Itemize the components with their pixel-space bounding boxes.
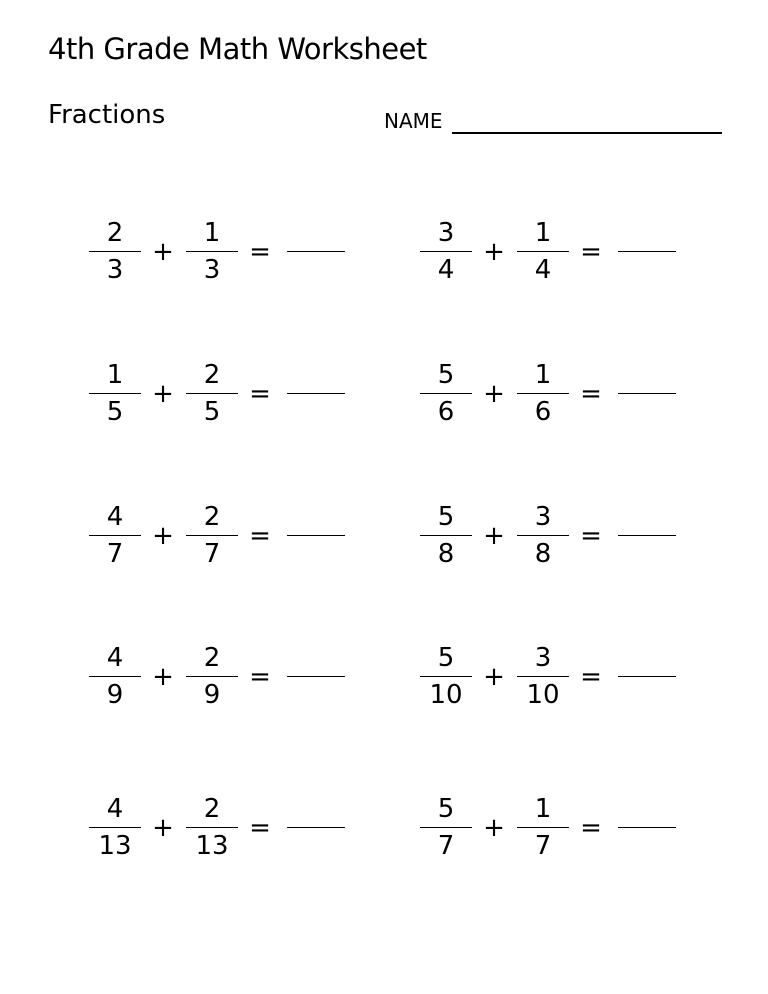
answer-blank[interactable] [287,827,345,828]
answer-blank[interactable] [287,535,345,536]
equals-sign: = [249,521,271,551]
first-numerator: 1 [106,360,124,390]
answer-blank[interactable] [618,676,676,677]
plus-sign: + [483,379,505,409]
first-fraction [89,359,141,429]
equals-sign: = [580,662,602,692]
problem-10 [420,793,680,863]
problem-7 [89,642,349,712]
second-denominator: 8 [534,539,552,569]
first-numerator: 4 [106,502,124,532]
first-fraction [420,217,472,287]
plus-sign: + [483,521,505,551]
second-fraction-bar [186,393,238,394]
first-fraction-bar [420,535,472,536]
first-fraction-bar [420,676,472,677]
first-numerator: 4 [106,643,124,673]
second-denominator: 10 [526,680,560,710]
second-denominator: 7 [534,831,552,861]
answer-blank[interactable] [618,827,676,828]
second-fraction-bar [186,827,238,828]
equals-sign: = [580,237,602,267]
first-denominator: 4 [437,255,455,285]
plus-sign: + [152,813,174,843]
plus-sign: + [152,662,174,692]
second-fraction [186,217,238,287]
first-fraction-bar [89,393,141,394]
problem-8 [420,642,680,712]
first-numerator: 3 [437,218,455,248]
plus-sign: + [483,813,505,843]
first-fraction [89,793,141,863]
first-fraction [89,642,141,712]
first-numerator: 2 [106,218,124,248]
page-title: 4th Grade Math Worksheet [48,32,427,66]
plus-sign: + [152,379,174,409]
first-numerator: 5 [437,360,455,390]
second-fraction-bar [517,251,569,252]
plus-sign: + [483,662,505,692]
equals-sign: = [580,379,602,409]
first-fraction-bar [420,393,472,394]
first-denominator: 7 [437,831,455,861]
first-denominator: 5 [106,397,124,427]
first-fraction-bar [420,827,472,828]
equals-sign: = [580,521,602,551]
first-denominator: 3 [106,255,124,285]
second-denominator: 7 [203,539,221,569]
equals-sign: = [249,662,271,692]
answer-blank[interactable] [287,676,345,677]
second-fraction [517,793,569,863]
second-numerator: 3 [534,643,552,673]
second-fraction [186,359,238,429]
first-fraction [420,501,472,571]
problem-4 [420,359,680,429]
second-denominator: 6 [534,397,552,427]
first-fraction-bar [89,535,141,536]
first-fraction [420,359,472,429]
second-denominator: 4 [534,255,552,285]
second-denominator: 13 [195,831,229,861]
first-denominator: 6 [437,397,455,427]
first-fraction [89,501,141,571]
second-fraction-bar [517,827,569,828]
problem-5 [89,501,349,571]
second-numerator: 2 [203,794,221,824]
second-fraction-bar [517,393,569,394]
second-numerator: 1 [534,794,552,824]
second-fraction [517,217,569,287]
first-denominator: 10 [429,680,463,710]
problem-1 [89,217,349,287]
first-numerator: 5 [437,643,455,673]
first-denominator: 9 [106,680,124,710]
answer-blank[interactable] [618,535,676,536]
second-fraction [186,642,238,712]
second-fraction-bar [186,676,238,677]
first-denominator: 7 [106,539,124,569]
second-fraction [517,501,569,571]
equals-sign: = [580,813,602,843]
second-fraction-bar [186,251,238,252]
first-fraction-bar [420,251,472,252]
second-denominator: 5 [203,397,221,427]
second-denominator: 9 [203,680,221,710]
name-label: NAME [384,109,443,133]
first-fraction-bar [89,251,141,252]
plus-sign: + [152,237,174,267]
answer-blank[interactable] [618,393,676,394]
first-numerator: 5 [437,794,455,824]
second-numerator: 3 [534,502,552,532]
problem-9 [89,793,349,863]
second-numerator: 2 [203,502,221,532]
answer-blank[interactable] [618,251,676,252]
equals-sign: = [249,813,271,843]
second-fraction-bar [517,676,569,677]
second-numerator: 2 [203,643,221,673]
first-fraction-bar [89,827,141,828]
second-fraction-bar [186,535,238,536]
equals-sign: = [249,379,271,409]
name-line [452,132,722,134]
first-denominator: 13 [98,831,132,861]
answer-blank[interactable] [287,251,345,252]
first-fraction [420,793,472,863]
second-fraction [186,501,238,571]
first-numerator: 4 [106,794,124,824]
second-numerator: 2 [203,360,221,390]
section-title: Fractions [48,100,166,130]
second-fraction [517,642,569,712]
equals-sign: = [249,237,271,267]
answer-blank[interactable] [287,393,345,394]
second-fraction-bar [517,535,569,536]
first-fraction [89,217,141,287]
problem-2 [420,217,680,287]
first-fraction [420,642,472,712]
second-numerator: 1 [534,360,552,390]
second-numerator: 1 [534,218,552,248]
problem-3 [89,359,349,429]
second-fraction [517,359,569,429]
first-denominator: 8 [437,539,455,569]
second-numerator: 1 [203,218,221,248]
first-fraction-bar [89,676,141,677]
second-denominator: 3 [203,255,221,285]
plus-sign: + [483,237,505,267]
plus-sign: + [152,521,174,551]
problem-6 [420,501,680,571]
first-numerator: 5 [437,502,455,532]
second-fraction [186,793,238,863]
